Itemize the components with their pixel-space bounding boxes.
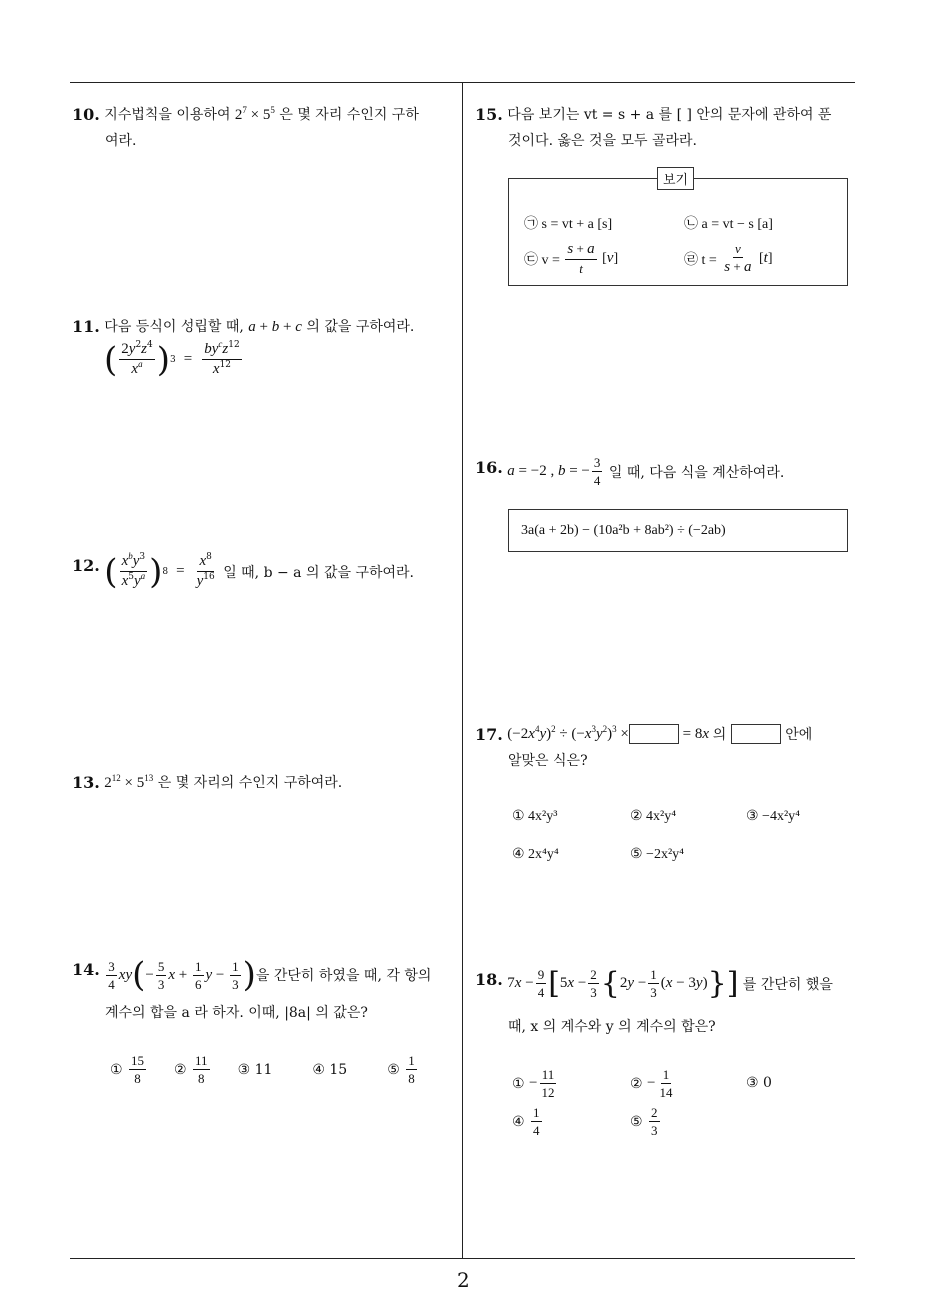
question-text: 의 [712,727,727,743]
choice-1[interactable]: ① $\frac{15}{8}$ [110,1053,145,1086]
column-divider [462,82,463,1258]
question-text: 것이다. 옳은 것을 모두 골라라. [508,133,697,149]
question-text: 계수의 합을 a 라 하자. 이때, |8a| 의 값은? [105,1005,368,1021]
choice-1[interactable]: ① − $\frac{11}{12}$ [512,1067,555,1100]
choice-2[interactable]: ② − $\frac{1}{14}$ [630,1067,673,1100]
question-text: 은 몇 자리 수인지 구하 [279,107,419,123]
choice-5[interactable]: ⑤ $\frac{2}{3}$ [630,1105,658,1138]
question-text: 지수법칙을 이용하여 [104,107,231,123]
question-number: 10. [72,105,100,124]
answer-blank[interactable] [731,724,781,744]
question-text: 의 값을 구하여라. [306,319,415,335]
choice-3[interactable]: ③ 0 [746,1075,772,1091]
example-item-2: ㉡ a = vt − s [a] [684,217,773,232]
question-text: 다음 등식이 성립할 때, [104,319,244,335]
example-item-3: ㉢ v = $\frac{s + a}{t}$ [ v ] [524,241,619,276]
math-expression: $2^7 \times 5^5$ [234,105,275,123]
question-number: 18. [475,970,503,989]
choice-5[interactable]: ⑤ −2x²y⁴ [630,847,685,862]
page-number: 2 [457,1268,470,1292]
question-text: 알맞은 식은? [508,753,588,769]
choice-3[interactable]: ③ −4x²y⁴ [746,809,801,824]
question-17: 17. $(-2x^4y)^2 \div (-x^3y^2)^3$ × = 8x 의 안에 [475,723,813,744]
expression-box [508,509,848,552]
answer-blank[interactable] [629,724,679,744]
question-number: 12. [72,556,100,575]
choice-2[interactable]: ② 4x²y⁴ [630,809,677,824]
question-13 [72,770,342,796]
question-text: 일 때, 다음 식을 계산하여라. [608,464,785,481]
question-number: 14. [72,960,100,979]
choice-2[interactable]: ② $\frac{11}{8}$ [174,1053,208,1086]
question-12: 12. ( $\frac{x^by^3}{x^5y^a}$ ) 8 = $\frac{x^8}{y^{16}}$ 일 때, b − a 의 값을 구하여라. [72,551,414,592]
question-number: 15. [475,105,503,124]
choice-3[interactable]: ③ 11 [237,1061,273,1078]
expression: 3a(a + 2b) − (10a²b + 8ab²) ÷ (−2ab) [521,522,726,538]
question-14: 14. $\frac{3}{4}$ xy ( − $\frac{5}{3}$ x + $\frac{1}{6}$ y − $\frac{1}{3}$ ) 을 간단히 하였을 때, 각 항의 [72,955,432,995]
question-text: 은 몇 자리의 수인지 구하여라. [157,775,343,791]
question-text: 다음 보기는 vt = s + a 를 [ ] 안의 문자에 관하여 푼 [507,107,832,123]
choice-4[interactable]: ④ 2x⁴y⁴ [512,847,559,862]
choices-14 [110,1054,419,1085]
equation-11: ( $\frac{2y^2z^4}{x^a}$ ) 3 = $\frac{by^cz^{12}}{x^{12}}$ [104,339,240,380]
question-text: 를 간단히 했을 [742,976,833,993]
question-18: 18. 7x − $\frac{9}{4}$ [ 5x − $\frac{2}{3}$ { 2y − $\frac{1}{3}$ (x − 3y) } ] 를 간단히 했을 [475,965,833,1001]
choice-1[interactable]: ① 4x²y³ [512,809,558,824]
question-number: 13. [72,773,100,792]
example-item-4: ㉣ t = $\frac{v}{s + a}$ [ t ] [684,241,773,275]
example-box-label: 보기 [657,167,694,190]
example-item-1: ㉠ s = vt + a [s] [524,217,613,232]
question-11: 11. 다음 등식이 성립할 때, a + b + c 의 값을 구하여라. [72,314,457,340]
question-number: 11. [72,317,100,336]
question-text: 일 때, b − a 의 값을 구하여라. [223,564,414,581]
choice-4[interactable]: ④ 15 [312,1061,348,1078]
question-16: 16. a = −2 , b = − $\frac{3}{4}$ 일 때, 다음 식을 계산하여라. [475,455,785,488]
choice-5[interactable]: ⑤ $\frac{1}{8}$ [387,1053,415,1086]
bottom-rule [70,1258,855,1259]
question-number: 16. [475,458,503,477]
math-expression: $2^{12} \times 5^{13}$ [104,773,154,791]
question-number: 17. [475,724,503,744]
question-text: 여라. [105,133,137,149]
math-expression: a [248,319,256,335]
question-text: 안에 [785,727,813,743]
choice-4[interactable]: ④ $\frac{1}{4}$ [512,1105,540,1138]
question-text: 때, x 의 계수와 y 의 계수의 합은? [508,1019,716,1035]
question-text: 을 간단히 하였을 때, 각 항의 [255,968,432,984]
question-10 [72,102,457,154]
question-15 [475,102,860,154]
